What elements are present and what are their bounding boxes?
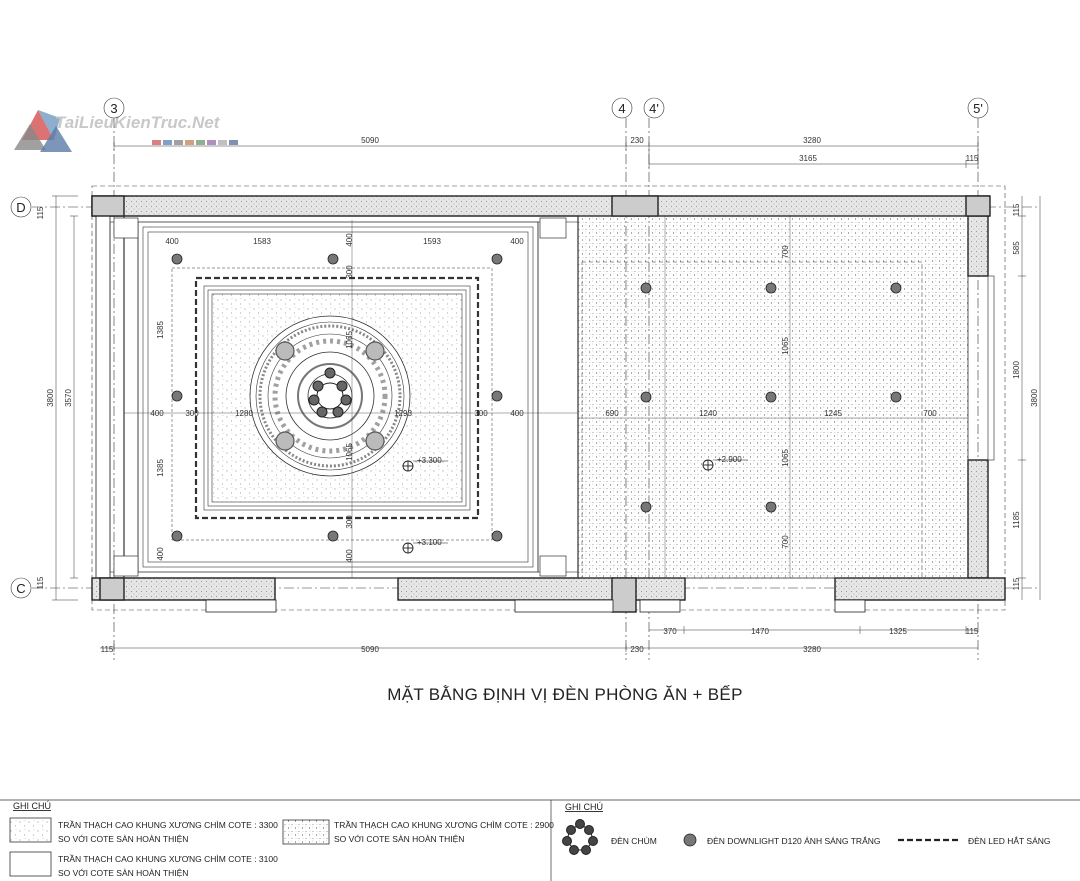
dim-bot-370: 370 <box>663 627 677 636</box>
downlight <box>328 531 338 541</box>
downlight <box>641 392 651 402</box>
level-3300: +3.300 <box>417 456 442 465</box>
downlight <box>766 283 776 293</box>
downlight <box>492 254 502 264</box>
legend-note-3100-b: SO VỚI COTE SÀN HOÀN THIỆN <box>58 868 189 878</box>
legend-note-3300-b: SO VỚI COTE SÀN HOÀN THIỆN <box>58 834 189 844</box>
dim-left-115b: 115 <box>36 576 45 590</box>
dim-dining-h400b: 400 <box>156 547 165 561</box>
legend-swatch-3300 <box>10 818 51 842</box>
downlight <box>172 254 182 264</box>
dim-dining-m400l: 400 <box>150 409 164 418</box>
downlight <box>891 392 901 402</box>
dim-kitchen-v700b: 700 <box>781 535 790 549</box>
dim-bot-115l: 115 <box>100 645 114 654</box>
dim-dining-h1385b: 1385 <box>156 459 165 477</box>
legend-left-heading: GHI CHÚ <box>13 801 51 811</box>
downlight <box>766 502 776 512</box>
dim-bot-1470: 1470 <box>751 627 769 636</box>
dim-kitchen-1240: 1240 <box>699 409 717 418</box>
dim-dining-v400b: 400 <box>345 549 354 563</box>
dim-kitchen-v1065b: 1065 <box>781 449 790 467</box>
dim-kitchen-v1065a: 1065 <box>781 337 790 355</box>
dim-dining-m400r: 400 <box>510 409 524 418</box>
legend-downlight-label: ĐÈN DOWNLIGHT D120 ÁNH SÁNG TRẮNG <box>707 836 881 846</box>
dim-bot-3280: 3280 <box>803 645 821 654</box>
dim-dining-400a: 400 <box>165 237 179 246</box>
watermark-logo <box>14 110 238 152</box>
dim-right-585: 585 <box>1012 241 1021 255</box>
dim-dining-v1065t: 1065 <box>345 331 354 349</box>
watermark-color-strip <box>152 140 238 145</box>
dim-kitchen-1245: 1245 <box>824 409 842 418</box>
downlight <box>641 283 651 293</box>
chandelier-legend-icon <box>563 820 598 855</box>
downlight <box>766 392 776 402</box>
drawing-title: MẶT BẰNG ĐỊNH VỊ ĐÈN PHÒNG ĂN + BẾP <box>387 685 743 704</box>
dim-dining-m1293: 1293 <box>394 409 412 418</box>
dim-top-3280: 3280 <box>803 136 821 145</box>
downlight <box>641 502 651 512</box>
grid-label-5p: 5' <box>973 101 983 116</box>
grid-label-c: C <box>16 581 26 596</box>
dim-dining-v300b: 300 <box>345 515 354 529</box>
watermark-text: TaiLieuKienTruc.Net <box>55 113 220 132</box>
dim-left-3800: 3800 <box>46 389 55 407</box>
legend-swatch-3100 <box>10 852 51 876</box>
dim-bot-115r: 115 <box>965 627 979 636</box>
grid-label-3: 3 <box>110 101 118 116</box>
dim-top-230: 230 <box>630 136 644 145</box>
dim-left-3570: 3570 <box>64 389 73 407</box>
level-2900: +2.900 <box>717 455 742 464</box>
dim-bot-5090: 5090 <box>361 645 379 654</box>
legend-chandelier-label: ĐÈN CHÙM <box>611 836 657 846</box>
downlight <box>492 391 502 401</box>
dim-dining-v300t: 300 <box>345 265 354 279</box>
grid-label-d: D <box>16 200 26 215</box>
legend-note-2900-b: SO VỚI COTE SÀN HOÀN THIỆN <box>334 834 465 844</box>
dim-right-115a: 115 <box>1012 203 1021 217</box>
top-dimension-lines <box>114 142 978 168</box>
dim-left-115a: 115 <box>36 206 45 220</box>
dim-kitchen-700: 700 <box>923 409 937 418</box>
legend-note-3300-a: TRẦN THẠCH CAO KHUNG XƯƠNG CHÌM COTE : 3300 <box>58 820 278 830</box>
legend-led-label: ĐÈN LED HẮT SÁNG <box>968 836 1051 846</box>
dim-right-3800: 3800 <box>1030 389 1039 407</box>
downlight <box>891 283 901 293</box>
downlight <box>492 531 502 541</box>
dim-top-5090: 5090 <box>361 136 379 145</box>
downlight <box>172 531 182 541</box>
dim-dining-1593: 1593 <box>423 237 441 246</box>
dim-dining-1583: 1583 <box>253 237 271 246</box>
legend-right-heading: GHI CHÚ <box>565 802 603 812</box>
bottom-dimension-lines <box>100 626 978 652</box>
dim-bot-230: 230 <box>630 645 644 654</box>
dim-dining-m300l: 300 <box>185 409 199 418</box>
dim-dining-v400t: 400 <box>345 233 354 247</box>
dim-top-3165: 3165 <box>799 154 817 163</box>
legend-swatch-2900 <box>283 820 329 844</box>
dim-bot-1325: 1325 <box>889 627 907 636</box>
dim-dining-v1065b: 1065 <box>345 443 354 461</box>
legend-note-3100-a: TRẦN THẠCH CAO KHUNG XƯƠNG CHÌM COTE : 3100 <box>58 854 278 864</box>
downlight-legend-icon <box>684 834 696 846</box>
dim-dining-400b: 400 <box>510 237 524 246</box>
dim-top-115: 115 <box>965 154 979 163</box>
dim-dining-m1280: 1280 <box>235 409 253 418</box>
dim-right-115b: 115 <box>1012 577 1021 591</box>
dim-kitchen-v700a: 700 <box>781 245 790 259</box>
dim-dining-h1385a: 1385 <box>156 321 165 339</box>
level-3100: +3.100 <box>417 538 442 547</box>
dim-dining-m300r: 300 <box>474 409 488 418</box>
downlight <box>328 254 338 264</box>
dim-right-1800: 1800 <box>1012 361 1021 379</box>
grid-label-4p: 4' <box>649 101 659 116</box>
dim-right-1185: 1185 <box>1012 511 1021 529</box>
grid-label-4: 4 <box>618 101 626 116</box>
legend-note-2900-a: TRẦN THẠCH CAO KHUNG XƯƠNG CHÌM COTE : 2900 <box>334 820 554 830</box>
dim-kitchen-690: 690 <box>605 409 619 418</box>
downlight <box>172 391 182 401</box>
